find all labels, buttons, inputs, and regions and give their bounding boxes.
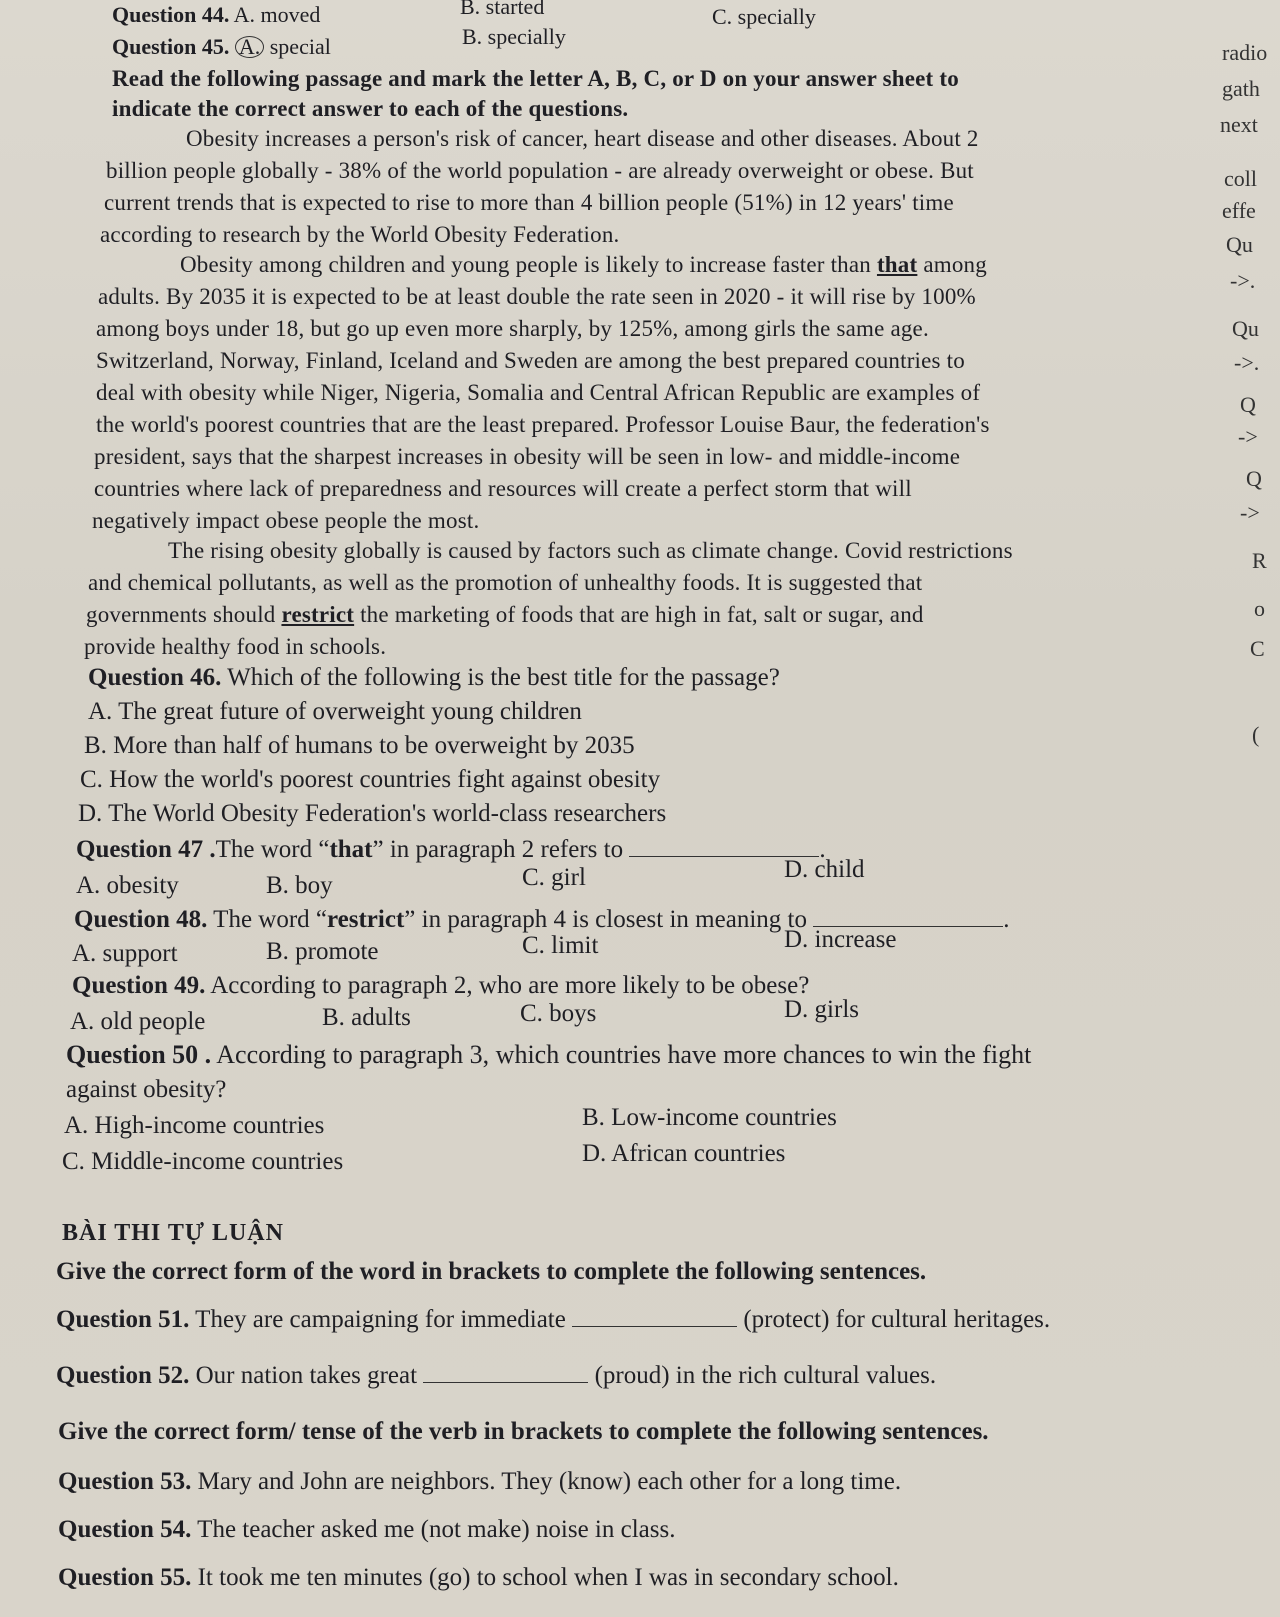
passage-instruction-line-1: Read the following passage and mark the letter A, B, C, or D on your answer sheet to: [112, 66, 959, 91]
answer-blank: [629, 836, 819, 857]
q47-option-b: B. boy: [266, 872, 333, 899]
paragraph-4-text-a: governments should: [86, 602, 276, 627]
edge-fragment: ->.: [1234, 350, 1260, 375]
passage-instruction-line-2: indicate the correct answer to each of the questions.: [112, 96, 629, 121]
question-47-label: Question 47 .: [76, 836, 216, 863]
q45-option-c: C. specially: [712, 4, 816, 29]
q48-option-d: D. increase: [784, 926, 897, 953]
question-48-keyword: restrict: [327, 906, 405, 933]
q49-option-c: C. boys: [520, 1000, 597, 1027]
essay-instruction-1: Give the correct form of the word in brackets to complete the following sentences.: [56, 1258, 927, 1285]
paragraph-4-line-2: and chemical pollutants, as well as the promotion of unhealthy foods. It is suggested that: [88, 570, 923, 595]
q46-option-c: C. How the world's poorest countries fight against obesity: [80, 766, 661, 793]
q50-option-b: B. Low-income countries: [582, 1104, 837, 1131]
question-55-label: Question 55.: [58, 1564, 192, 1591]
question-51: [56, 1306, 1050, 1334]
paragraph-4-line-3: [86, 600, 924, 630]
paragraph-2-line-3: among boys under 18, but go up even more sharply, by 125%, among girls the same age.: [96, 316, 929, 341]
edge-fragment: ->.: [1230, 268, 1256, 293]
edge-fragment: Q: [1246, 466, 1262, 491]
question-53-text: Mary and John are neighbors. They (know) each other for a long time.: [197, 1468, 902, 1495]
edge-fragment: ->: [1238, 424, 1258, 449]
question-45-row: [112, 34, 331, 60]
question-51-text-b: (protect) for cultural heritages.: [743, 1306, 1051, 1333]
question-53-label: Question 53.: [58, 1468, 192, 1495]
q46-option-b: B. More than half of humans to be overweight by 2035: [84, 732, 635, 759]
edge-fragment: coll: [1224, 166, 1257, 191]
paragraph-2-text-a: Obesity among children and young people is likely to increase faster than: [180, 252, 871, 277]
paragraph-2-line-1: [180, 250, 987, 280]
paragraph-2-line-2: adults. By 2035 it is expected to be at least double the rate seen in 2020 - it will rise by 100%: [98, 284, 976, 309]
question-49-label: Question 49.: [72, 972, 206, 999]
question-52-text-b: (proud) in the rich cultural values.: [594, 1362, 937, 1389]
answer-blank: [423, 1362, 588, 1383]
edge-fragment: gath: [1222, 76, 1260, 101]
question-54-label: Question 54.: [58, 1516, 192, 1543]
paragraph-3-line-5: countries where lack of preparedness and resources will create a perfect storm that will: [94, 476, 912, 501]
paragraph-4-text-b: the marketing of foods that are high in fat, salt or sugar, and: [360, 602, 924, 627]
question-48: Question 48. The word “restrict” in paragraph 4 is closest in meaning to .: [74, 906, 1010, 933]
question-52: [56, 1362, 936, 1390]
edge-fragment: R: [1252, 548, 1267, 573]
paragraph-4-line-1: The rising obesity globally is caused by factors such as climate change. Covid restrictions: [168, 538, 1013, 563]
question-44-row: [112, 2, 320, 28]
q44-option-b: B. started: [460, 0, 545, 19]
question-48-label: Question 48.: [74, 906, 208, 933]
q47-option-d: D. child: [784, 856, 865, 883]
edge-fragment: C: [1250, 636, 1265, 661]
answer-blank: [813, 906, 1003, 927]
question-52-label: Question 52.: [56, 1362, 190, 1389]
paragraph-1-line-1: Obesity increases a person's risk of cancer, heart disease and other diseases. About 2: [186, 126, 979, 151]
edge-fragment: Qu: [1226, 232, 1253, 257]
essay-section-title: BÀI THI TỰ LUẬN: [62, 1220, 284, 1246]
question-54: [58, 1516, 675, 1544]
q50-option-c: C. Middle-income countries: [62, 1148, 344, 1175]
q47-option-c: C. girl: [522, 864, 586, 891]
answer-blank: [572, 1306, 737, 1327]
question-47-text-a: The word “: [215, 836, 330, 863]
question-55: [58, 1564, 899, 1592]
edge-fragment: Q: [1240, 392, 1256, 417]
question-55-text: It took me ten minutes (go) to school when I was in secondary school.: [197, 1564, 899, 1591]
question-49-text: According to paragraph 2, who are more likely to be obese?: [210, 972, 810, 999]
edge-fragment: effe: [1222, 198, 1256, 223]
q49-option-b: B. adults: [322, 1004, 411, 1031]
question-50-label: Question 50 .: [66, 1040, 212, 1069]
q50-option-d: D. African countries: [582, 1140, 786, 1167]
question-54-text: The teacher asked me (not make) noise in class.: [197, 1516, 676, 1543]
q48-option-c: C. limit: [522, 932, 599, 959]
question-50-text-line-2: against obesity?: [66, 1076, 227, 1103]
question-47-keyword: that: [329, 836, 373, 863]
q46-option-d: D. The World Obesity Federation's world-class researchers: [78, 800, 667, 827]
question-47-text-b: ” in paragraph 2 refers to: [372, 836, 624, 863]
paragraph-1-line-2: billion people globally - 38% of the world population - are already overweight or obese. But: [106, 158, 974, 183]
question-53: [58, 1468, 901, 1496]
paragraph-1-line-4: according to research by the World Obesity Federation.: [100, 222, 620, 247]
paragraph-3-line-6: negatively impact obese people the most.: [92, 508, 480, 533]
question-45-label: Question 45.: [112, 34, 230, 59]
edge-fragment: o: [1254, 596, 1265, 621]
question-46: [88, 664, 780, 692]
edge-fragment: radio: [1222, 40, 1268, 65]
edge-fragment: next: [1220, 112, 1258, 137]
question-46-text: Which of the following is the best title for the passage?: [227, 664, 780, 691]
paragraph-3-line-4: president, says that the sharpest increases in obesity will be seen in low- and middle-income: [94, 444, 961, 469]
paragraph-3-line-2: deal with obesity while Niger, Nigeria, Somalia and Central African Republic are examples of: [96, 380, 981, 405]
paragraph-1-line-3: current trends that is expected to rise to more than 4 billion people (51%) in 12 years' time: [104, 190, 954, 215]
question-47: Question 47 .The word “that” in paragraph 2 refers to .: [76, 836, 826, 863]
edge-fragment: (: [1252, 722, 1260, 747]
question-46-label: Question 46.: [88, 664, 222, 691]
q49-option-d: D. girls: [784, 996, 859, 1023]
q48-option-b: B. promote: [266, 938, 379, 965]
question-52-text-a: Our nation takes great: [195, 1362, 418, 1389]
edge-fragment: ->: [1240, 500, 1260, 525]
paragraph-2-text-b: among: [923, 252, 987, 277]
paragraph-4-line-4: provide healthy food in schools.: [84, 634, 387, 659]
q50-option-a: A. High-income countries: [64, 1112, 325, 1139]
q48-option-a: A. support: [72, 940, 178, 967]
q47-option-a: A. obesity: [76, 872, 179, 899]
paragraph-3-line-3: the world's poorest countries that are the least prepared. Professor Louise Baur, the federation's: [96, 412, 990, 437]
q45-option-a: special: [269, 34, 331, 59]
q46-option-a: A. The great future of overweight young children: [88, 698, 582, 725]
edge-fragment: Qu: [1232, 316, 1259, 341]
q49-option-a: A. old people: [70, 1008, 206, 1035]
q45-option-b: B. specially: [462, 24, 566, 49]
essay-instruction-2: Give the correct form/ tense of the verb in brackets to complete the following sentences.: [58, 1418, 989, 1445]
question-50-text-line-1: According to paragraph 3, which countries have more chances to win the fight: [216, 1040, 1032, 1069]
question-50: [66, 1040, 1031, 1070]
question-51-text-a: They are campaigning for immediate: [195, 1306, 566, 1333]
underlined-word-that: that: [876, 252, 918, 277]
question-51-label: Question 51.: [56, 1306, 190, 1333]
underlined-word-restrict: restrict: [281, 602, 355, 627]
question-44-label: Question 44.: [112, 2, 230, 27]
paragraph-3-line-1: Switzerland, Norway, Finland, Iceland and Sweden are among the best prepared countries to: [96, 348, 965, 373]
question-49: [72, 972, 809, 1000]
question-48-text-b: ” in paragraph 4 is closest in meaning to: [404, 906, 807, 933]
question-48-text-a: The word “: [213, 906, 328, 933]
q44-option-a: A. moved: [233, 2, 321, 27]
circled-answer-a: A.: [235, 36, 264, 58]
